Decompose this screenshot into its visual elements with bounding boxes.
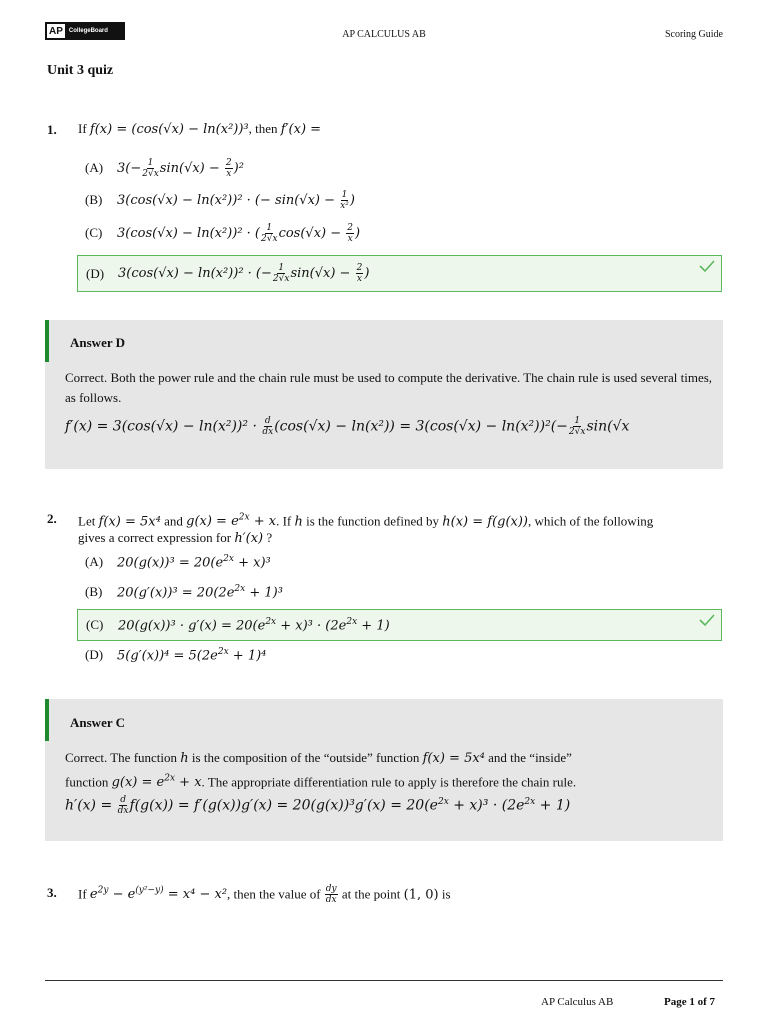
q2-option-d-math: $5(g'(x))^4 = 5(2e^{2x} + 1)^4$ [117, 646, 267, 664]
q1-answer-title: Answer D [70, 335, 126, 350]
q2-answer-text-e: . The appropriate differentiation rule to apply is therefore the chain rule. [201, 774, 577, 790]
q1-option-a-letter: (A) [85, 160, 104, 175]
correct-check-icon [699, 613, 715, 627]
q1-answer-text: Correct. Both the power rule and the chain rule must be used to compute the derivative. The chain rule is used several times, as follows. [65, 370, 713, 405]
q1-option-d-letter: (D) [86, 265, 105, 281]
q3-stem-dydx: $\frac{dy}{dx}$ [325, 884, 337, 906]
q1-stem-if: If [78, 121, 87, 136]
q3-stem-eq: $e^{2y} - e^{(y^2-y)} = x^4 - x^2$ [89, 886, 228, 903]
q2-stem-g: $g(x) = e^{2x} + x$ [186, 513, 277, 530]
q2-option-b-letter: (B) [85, 584, 103, 599]
q2-stem-let: Let [78, 513, 96, 529]
q2-stem-defined: is the function defined by [306, 513, 439, 529]
q2-stem-h: h [294, 514, 303, 530]
q2-answer-derivation: h′(x) = $\frac{d}{dx}$ $f(g(x)) = f'(g(x))g'(x) = 20(g(x))^3g'(x) = 20(e^{2x} + x)^3 \cdot (2e^{2x} + 1)$ [65, 795, 571, 816]
q2-answer-f: f(x) = 5x⁴ [422, 751, 485, 766]
q2-option-a-math: $20(g(x))^3 = 20(e^{2x} + x)^3$ [117, 553, 271, 571]
q2-option-c-letter: (C) [86, 617, 104, 632]
q1-option-d[interactable] [77, 255, 722, 292]
q2-stem-hprime: h′(x) [234, 531, 264, 547]
q2-stem-if: . If [276, 513, 292, 529]
q1-option-b-math: 3(cos(√x) − ln(x²))² · (− sin(√x) − $\frac{1}{\text{x²}}$ ) [117, 189, 355, 211]
logo-ap: AP [49, 25, 63, 37]
q2-stem-gives: gives a correct expression for [78, 530, 232, 546]
footer-page-number: Page 1 of 7 [664, 996, 716, 1008]
q2-answer-title: Answer C [70, 715, 126, 730]
q1-option-a[interactable] [77, 153, 722, 183]
q2-stem [78, 510, 718, 547]
q1-option-c-letter: (C) [85, 225, 103, 240]
q1-number: 1. [47, 122, 57, 137]
q1-stem-math: f(x) = (cos(√x) − ln(x²))³ [89, 122, 249, 137]
page-title: Unit 3 quiz [47, 63, 114, 78]
q2-answer-h: h [180, 751, 189, 766]
q1-stem-math-2: f′(x) = [280, 122, 322, 137]
q2-option-b[interactable] [77, 577, 722, 607]
answer-accent-bar [45, 320, 49, 362]
q1-option-b[interactable] [77, 185, 722, 215]
q2-answer-text-d: function [65, 774, 109, 790]
q2-answer-text-a: Correct. The function [65, 750, 178, 765]
q1-option-b-letter: (B) [85, 192, 103, 207]
q2-number: 2. [47, 511, 57, 526]
q2-option-a[interactable] [77, 547, 722, 577]
q1-option-c[interactable] [77, 218, 722, 248]
q2-option-d-letter: (D) [85, 647, 104, 662]
q2-answer-g: $g(x) = e^{2x} + x$ [111, 774, 202, 791]
q3-stem-then: , then the value of [227, 886, 321, 902]
q3-stem [78, 883, 451, 905]
q3-stem-if: If [78, 886, 87, 902]
logo-collegeboard: CollegeBoard [68, 28, 108, 34]
q2-option-a-letter: (A) [85, 554, 104, 569]
q1-stem [78, 121, 321, 138]
q1-option-c-math: 3(cos(√x) − ln(x²))² · ( $\frac{1}{2√x}$ cos(√x) − $\frac{2}{x}$ ) [117, 222, 361, 244]
q2-answer-text-c: and the “inside” [488, 750, 572, 765]
q2-answer-text-b: is the composition of the “outside” function [191, 750, 420, 765]
q1-option-d-math: 3(cos(√x) − ln(x²))² · (− $\frac{1}{2√x}$ sin(√x) − $\frac{2}{x}$ ) [118, 263, 370, 284]
q3-stem-coords: (1, 0) [403, 887, 439, 903]
q1-answer-box [45, 320, 723, 469]
q1-option-a-math: 3(− $\frac{1}{2√x}$ sin(√x) − $\frac{2}{x}$ )² [117, 157, 244, 179]
q2-stem-f: f(x) = 5x⁴ [98, 514, 161, 530]
q2-option-b-math: $20(g'(x))^3 = 20(2e^{2x} + 1)^3$ [117, 583, 283, 601]
q3-stem-point: at the point [341, 886, 401, 902]
header-scoring-guide: Scoring Guide [664, 29, 723, 40]
q1-stem-then: , then [248, 121, 278, 136]
correct-check-icon [699, 259, 715, 273]
footer-course: AP Calculus AB [541, 996, 614, 1008]
q1-answer-derivation: f′(x) = 3(cos(√x) − ln(x²))² · $\frac{d}{dx}$ (cos(√x) − ln(x²)) = 3(cos(√x) − ln(x²))²(− $\frac{1}{2√x}$ sin(√x [65, 416, 630, 437]
q2-stem-which: , which of the following [528, 513, 654, 529]
q2-answer-box [45, 699, 723, 841]
q2-option-c[interactable] [77, 609, 722, 641]
header-title: AP CALCULUS AB [342, 29, 426, 40]
q2-stem-q: ? [266, 530, 273, 546]
q2-option-d[interactable] [77, 640, 722, 670]
q3-stem-is: is [441, 886, 451, 902]
q2-stem-hdef: h(x) = f(g(x)) [442, 514, 529, 530]
footer-divider [45, 980, 723, 981]
q2-stem-and: and [164, 513, 183, 529]
q2-option-c-math: $20(g(x))^3 \cdot g'(x) = 20(e^{2x} + x)^3 \cdot (2e^{2x} + 1)$ [118, 616, 390, 634]
q2-answer-text [65, 748, 713, 793]
q3-number: 3. [47, 885, 57, 900]
answer-accent-bar [45, 699, 49, 741]
